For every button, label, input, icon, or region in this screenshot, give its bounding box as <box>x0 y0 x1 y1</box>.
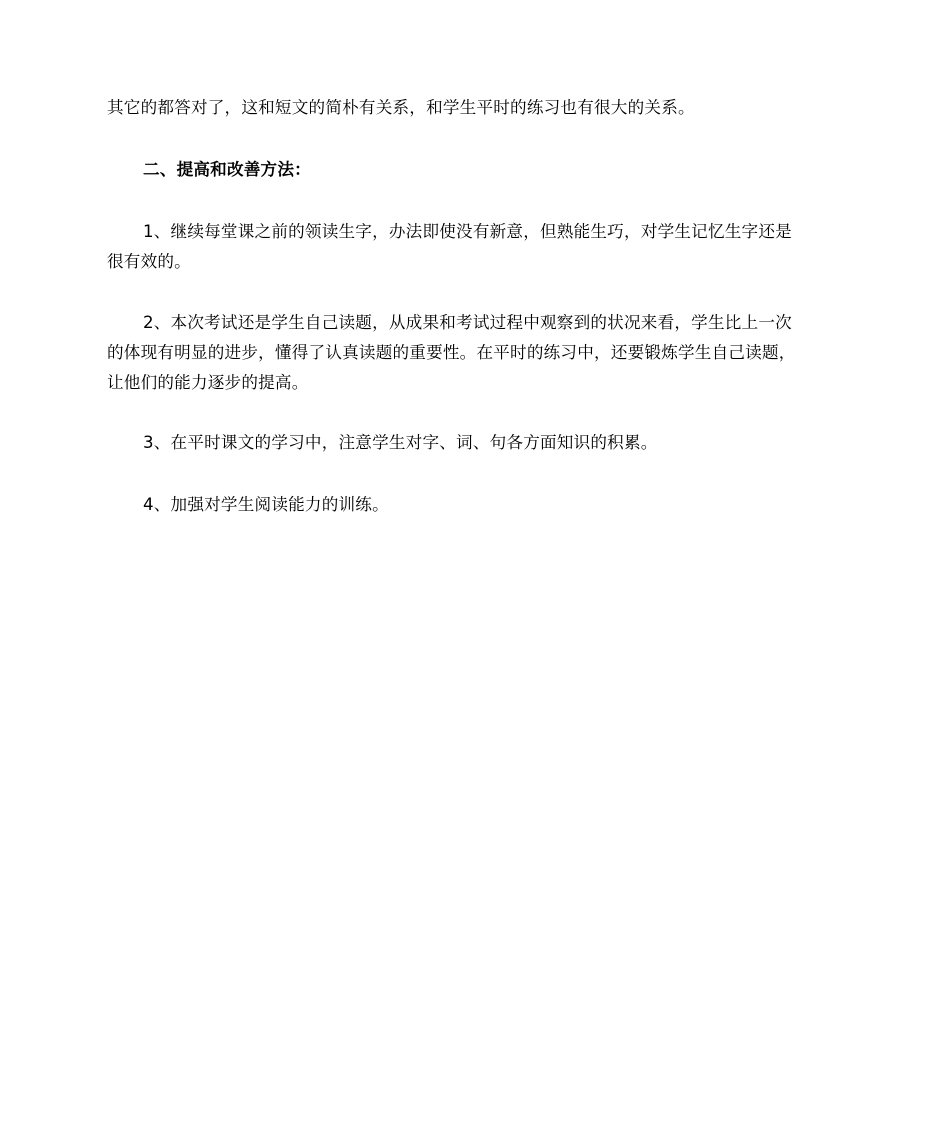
list-item-2-line-1: 2、本次考试还是学生自己读题，从成果和考试过程中观察到的状况来看，学生比上一次 <box>143 313 792 332</box>
list-item-2-line-3: 让他们的能力逐步的提高。 <box>107 373 309 392</box>
list-item-1-line-1: 1、继续每堂课之前的领读生字，办法即使没有新意，但熟能生巧，对学生记忆生字还是 <box>143 222 792 241</box>
list-item-3: 3、在平时课文的学习中，注意学生对字、词、句各方面知识的积累。 <box>143 433 658 452</box>
section-heading: 二、提高和改善方法： <box>143 160 311 179</box>
paragraph-line: 其它的都答对了，这和短文的简朴有关系，和学生平时的练习也有很大的关系。 <box>107 98 695 117</box>
list-item-2-line-2: 的体现有明显的进步，懂得了认真读题的重要性。在平时的练习中，还要锻炼学生自己读题， <box>107 343 796 362</box>
list-item-4: 4、加强对学生阅读能力的训练。 <box>143 495 389 514</box>
list-item-1-line-2: 很有效的。 <box>107 252 191 271</box>
